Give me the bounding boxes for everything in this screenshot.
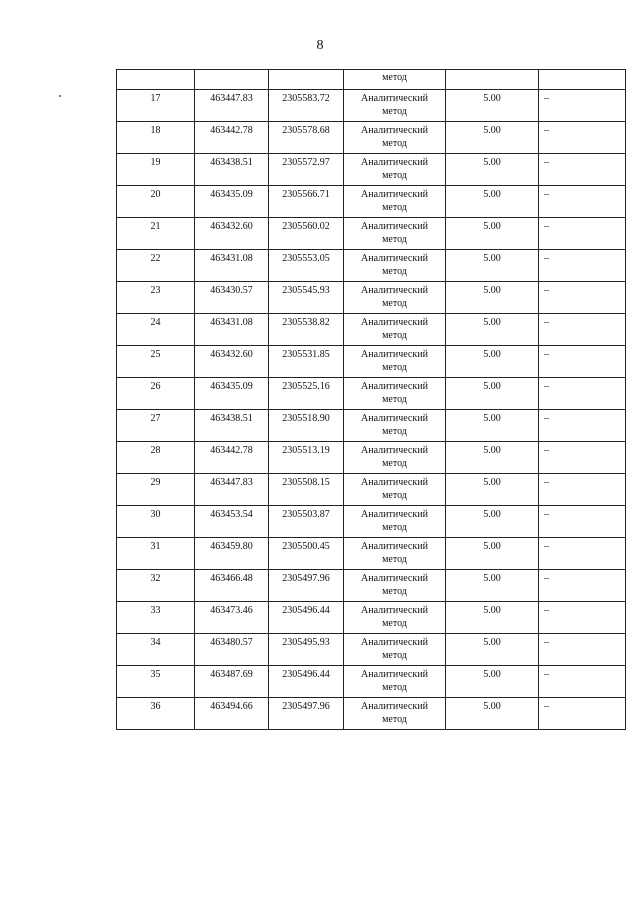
cell-number-text: 19 [150,157,161,168]
cell-description [539,218,626,250]
cell-x [195,186,269,218]
cell-description [539,378,626,410]
cell-x-text: 463432.60 [210,221,253,232]
cell-precision-text: 5.00 [483,477,501,488]
cell-method [344,122,446,154]
cell-method [344,218,446,250]
cell-precision-text: 5.00 [483,189,501,200]
cell-description-text: – [544,317,549,328]
cell-y-text: 2305497.96 [282,573,330,584]
cell-y [269,506,344,538]
cell-method [344,346,446,378]
cell-y [269,90,344,122]
cell-precision [446,70,539,90]
cell-method-text-line2: метод [382,234,407,245]
cell-x [195,634,269,666]
cell-method-text-line1: Аналитический [361,285,428,296]
cell-y [269,282,344,314]
cell-y [269,602,344,634]
table-row [117,570,626,602]
cell-method-text-line2: метод [382,618,407,629]
cell-precision-text: 5.00 [483,157,501,168]
table-row [117,666,626,698]
cell-x [195,70,269,90]
cell-description-text: – [544,157,549,168]
cell-description-text: – [544,125,549,136]
table-row [117,538,626,570]
cell-method-text-line2: метод [382,266,407,277]
table-row [117,122,626,154]
cell-precision [446,602,539,634]
cell-number-text: 28 [150,445,161,456]
cell-method [344,474,446,506]
cell-precision [446,442,539,474]
cell-number-text: 31 [150,541,161,552]
cell-y [269,666,344,698]
cell-x-text: 463442.78 [210,125,253,136]
cell-method-text-line1: Аналитический [361,701,428,712]
cell-method [344,602,446,634]
table-row [117,282,626,314]
cell-number [117,410,195,442]
cell-method-text-line2: метод [382,138,407,149]
cell-y-text: 2305508.15 [282,477,330,488]
cell-x-text: 463487.69 [210,669,253,680]
cell-y-text: 2305572.97 [282,157,330,168]
cell-y [269,154,344,186]
cell-number [117,346,195,378]
cell-number [117,602,195,634]
cell-x [195,282,269,314]
cell-x [195,538,269,570]
cell-x-text: 463435.09 [210,381,253,392]
cell-description [539,474,626,506]
cell-y-text: 2305496.44 [282,669,330,680]
cell-number-text: 20 [150,189,161,200]
cell-method-text-line2: метод [382,714,407,725]
cell-precision-text: 5.00 [483,253,501,264]
cell-method [344,90,446,122]
cell-x [195,154,269,186]
cell-x [195,474,269,506]
cell-x [195,346,269,378]
cell-method-text-line2: метод [382,106,407,117]
cell-method [344,154,446,186]
cell-y-text: 2305583.72 [282,93,330,104]
cell-x-text: 463447.83 [210,93,253,104]
cell-method [344,666,446,698]
cell-number-text: 27 [150,413,161,424]
cell-method-text-line2: метод [382,330,407,341]
cell-x-text: 463447.83 [210,477,253,488]
continuation-row [117,70,626,90]
cell-precision [446,250,539,282]
cell-description [539,666,626,698]
cell-x [195,122,269,154]
cell-description-text: – [544,349,549,360]
cell-y [269,218,344,250]
cell-number [117,90,195,122]
cell-method-text-line2: метод [382,170,407,181]
cell-method [344,410,446,442]
cell-method-text-line2: метод [382,650,407,661]
cell-method [344,282,446,314]
cell-y [269,474,344,506]
cell-description [539,602,626,634]
cell-description [539,186,626,218]
cell-method [344,506,446,538]
cell-number-text: 36 [150,701,161,712]
cell-x [195,250,269,282]
cell-method-text-line1: Аналитический [361,317,428,328]
table-row [117,506,626,538]
cell-number-text: 18 [150,125,161,136]
cell-description-text: – [544,445,549,456]
cell-y [269,250,344,282]
cell-method-text-line1: Аналитический [361,509,428,520]
table-row [117,474,626,506]
cell-precision-text: 5.00 [483,349,501,360]
cell-description [539,154,626,186]
cell-method-text-line2: метод [382,490,407,501]
table-row [117,90,626,122]
cell-precision [446,186,539,218]
page-number: 8 [316,38,324,53]
cell-x [195,442,269,474]
cell-precision [446,154,539,186]
cell-description [539,346,626,378]
cell-y [269,186,344,218]
cell-x [195,90,269,122]
cell-description [539,314,626,346]
cell-method-text-line2: метод [382,522,407,533]
cell-description-text: – [544,637,549,648]
cell-y-text: 2305560.02 [282,221,330,232]
cell-precision [446,634,539,666]
cell-x-text: 463430.57 [210,285,253,296]
table-row [117,314,626,346]
cell-method-text-line2: метод [382,202,407,213]
cell-y-text: 2305578.68 [282,125,330,136]
cell-precision-text: 5.00 [483,541,501,552]
cell-precision [446,122,539,154]
cell-precision-text: 5.00 [483,93,501,104]
cell-y [269,378,344,410]
cell-method-text-line1: Аналитический [361,605,428,616]
cell-method-text-line1: Аналитический [361,573,428,584]
cell-number-text: 24 [150,317,161,328]
cell-y [269,570,344,602]
cell-number [117,282,195,314]
cell-precision-text: 5.00 [483,125,501,136]
cell-number-text: 17 [150,93,161,104]
cell-precision-text: 5.00 [483,285,501,296]
cell-description [539,282,626,314]
cell-x [195,218,269,250]
cell-x-text: 463438.51 [210,157,253,168]
cell-precision [446,506,539,538]
cell-y [269,634,344,666]
table-row [117,186,626,218]
cell-y-text: 2305495.93 [282,637,330,648]
cell-x [195,666,269,698]
cell-method-text-line1: Аналитический [361,349,428,360]
cell-y-text: 2305503.87 [282,509,330,520]
cell-x-text: 463466.48 [210,573,253,584]
cell-y-text: 2305545.93 [282,285,330,296]
cell-y [269,70,344,90]
cell-method-text-line1: Аналитический [361,253,428,264]
cell-method-text-line1: Аналитический [361,381,428,392]
cell-precision-text: 5.00 [483,669,501,680]
cell-x [195,698,269,730]
cell-description [539,538,626,570]
cell-number-text: 21 [150,221,161,232]
cell-y-text: 2305566.71 [282,189,330,200]
cell-number-text: 35 [150,669,161,680]
cell-method: метод [344,70,446,90]
cell-number [117,634,195,666]
coordinates-table [116,69,626,730]
table-row [117,250,626,282]
table-row [117,634,626,666]
cell-method-text-line1: Аналитический [361,189,428,200]
cell-number [117,314,195,346]
cell-number [117,250,195,282]
cell-description-text: – [544,189,549,200]
cell-description-text: – [544,221,549,232]
cell-x [195,410,269,442]
cell-y-text: 2305518.90 [282,413,330,424]
cell-precision [446,666,539,698]
cell-x [195,570,269,602]
cell-precision-text: 5.00 [483,317,501,328]
cell-number-text: 30 [150,509,161,520]
cell-precision [446,570,539,602]
cell-precision-text: 5.00 [483,381,501,392]
cell-y [269,346,344,378]
cell-method-text-line2: метод [382,426,407,437]
cell-precision-text: 5.00 [483,509,501,520]
cell-method-text-line1: Аналитический [361,669,428,680]
cell-method-text-line2: метод [382,362,407,373]
cell-precision [446,378,539,410]
cell-y-text: 2305531.85 [282,349,330,360]
cell-method [344,442,446,474]
cell-x-text: 463431.08 [210,253,253,264]
cell-number-text: 23 [150,285,161,296]
cell-method-text-line2: метод [382,586,407,597]
cell-y-text: 2305513.19 [282,445,330,456]
cell-method-text-line1: Аналитический [361,445,428,456]
cell-precision [446,282,539,314]
cell-description-text: – [544,605,549,616]
cell-number [117,70,195,90]
cell-number-text: 26 [150,381,161,392]
table-row [117,378,626,410]
table-row [117,602,626,634]
cell-y-text: 2305496.44 [282,605,330,616]
cell-x-text: 463432.60 [210,349,253,360]
cell-description-text: – [544,669,549,680]
cell-precision-text: 5.00 [483,637,501,648]
cell-description-text: – [544,701,549,712]
table-row [117,346,626,378]
cell-description-text: – [544,573,549,584]
cell-number [117,186,195,218]
cell-number [117,122,195,154]
cell-description [539,506,626,538]
cell-number-text: 34 [150,637,161,648]
cell-precision-text: 5.00 [483,221,501,232]
cell-description [539,250,626,282]
cell-method-text-line2: метод [382,298,407,309]
cell-method-text-line2: метод [382,554,407,565]
cell-number [117,698,195,730]
cell-number-text: 33 [150,605,161,616]
cell-method [344,314,446,346]
cell-precision [446,410,539,442]
cell-description [539,634,626,666]
cell-precision [446,474,539,506]
cell-x-text: 463442.78 [210,445,253,456]
cell-precision-text: 5.00 [483,701,501,712]
cell-x [195,314,269,346]
cell-description [539,90,626,122]
cell-method-text-line1: Аналитический [361,637,428,648]
cell-number [117,378,195,410]
cell-method-text-line1: Аналитический [361,477,428,488]
cell-method [344,186,446,218]
cell-number [117,442,195,474]
cell-description [539,70,626,90]
cell-precision-text: 5.00 [483,445,501,456]
cell-number-text: 22 [150,253,161,264]
table-row [117,442,626,474]
cell-x [195,378,269,410]
table-row [117,218,626,250]
cell-method-text-line1: Аналитический [361,157,428,168]
cell-precision [446,698,539,730]
cell-number-text: 29 [150,477,161,488]
cell-precision [446,218,539,250]
cell-description-text: – [544,509,549,520]
cell-description-text: – [544,477,549,488]
cell-description [539,698,626,730]
cell-y-text: 2305500.45 [282,541,330,552]
cell-description-text: – [544,253,549,264]
cell-number [117,538,195,570]
cell-x-text: 463435.09 [210,189,253,200]
cell-method [344,378,446,410]
cell-method-text-line1: Аналитический [361,93,428,104]
cell-precision-text: 5.00 [483,413,501,424]
cell-description-text: – [544,381,549,392]
table-row [117,154,626,186]
cell-method [344,698,446,730]
cell-method-text-line1: Аналитический [361,541,428,552]
cell-x-text: 463438.51 [210,413,253,424]
cell-x [195,506,269,538]
cell-method [344,250,446,282]
cell-y-text: 2305497.96 [282,701,330,712]
cell-precision [446,538,539,570]
cell-y [269,698,344,730]
cell-y [269,410,344,442]
cell-method [344,538,446,570]
cell-method-text-line2: метод [382,394,407,405]
cell-y-text: 2305538.82 [282,317,330,328]
cell-number [117,154,195,186]
cell-x-text: 463431.08 [210,317,253,328]
cell-number [117,474,195,506]
cell-number-text: 32 [150,573,161,584]
cell-number [117,666,195,698]
cell-precision [446,90,539,122]
cell-y-text: 2305525.16 [282,381,330,392]
cell-number [117,506,195,538]
cell-method-text-line2: метод [382,458,407,469]
table-row [117,410,626,442]
cell-method-text-line1: Аналитический [361,413,428,424]
cell-precision-text: 5.00 [483,605,501,616]
cell-method-text-line1: Аналитический [361,125,428,136]
cell-description [539,570,626,602]
cell-number-text: 25 [150,349,161,360]
cell-method-text-line1: Аналитический [361,221,428,232]
cell-x-text: 463453.54 [210,509,253,520]
cell-description [539,122,626,154]
cell-y [269,442,344,474]
cell-x-text: 463480.57 [210,637,253,648]
cell-precision [446,346,539,378]
cell-y-text: 2305553.05 [282,253,330,264]
cell-x [195,602,269,634]
cell-number [117,218,195,250]
cell-precision-text: 5.00 [483,573,501,584]
cell-description [539,410,626,442]
scan-speck [59,95,61,97]
cell-method-text-line2: метод [382,682,407,693]
cell-description-text: – [544,541,549,552]
cell-description-text: – [544,93,549,104]
cell-description-text: – [544,413,549,424]
cell-y [269,122,344,154]
cell-description [539,442,626,474]
cell-x-text: 463494.66 [210,701,253,712]
cell-x-text: 463459.80 [210,541,253,552]
cell-y [269,538,344,570]
cell-y [269,314,344,346]
cell-method [344,634,446,666]
cell-method [344,570,446,602]
cell-number [117,570,195,602]
cell-precision [446,314,539,346]
table-row [117,698,626,730]
cell-description-text: – [544,285,549,296]
cell-x-text: 463473.46 [210,605,253,616]
